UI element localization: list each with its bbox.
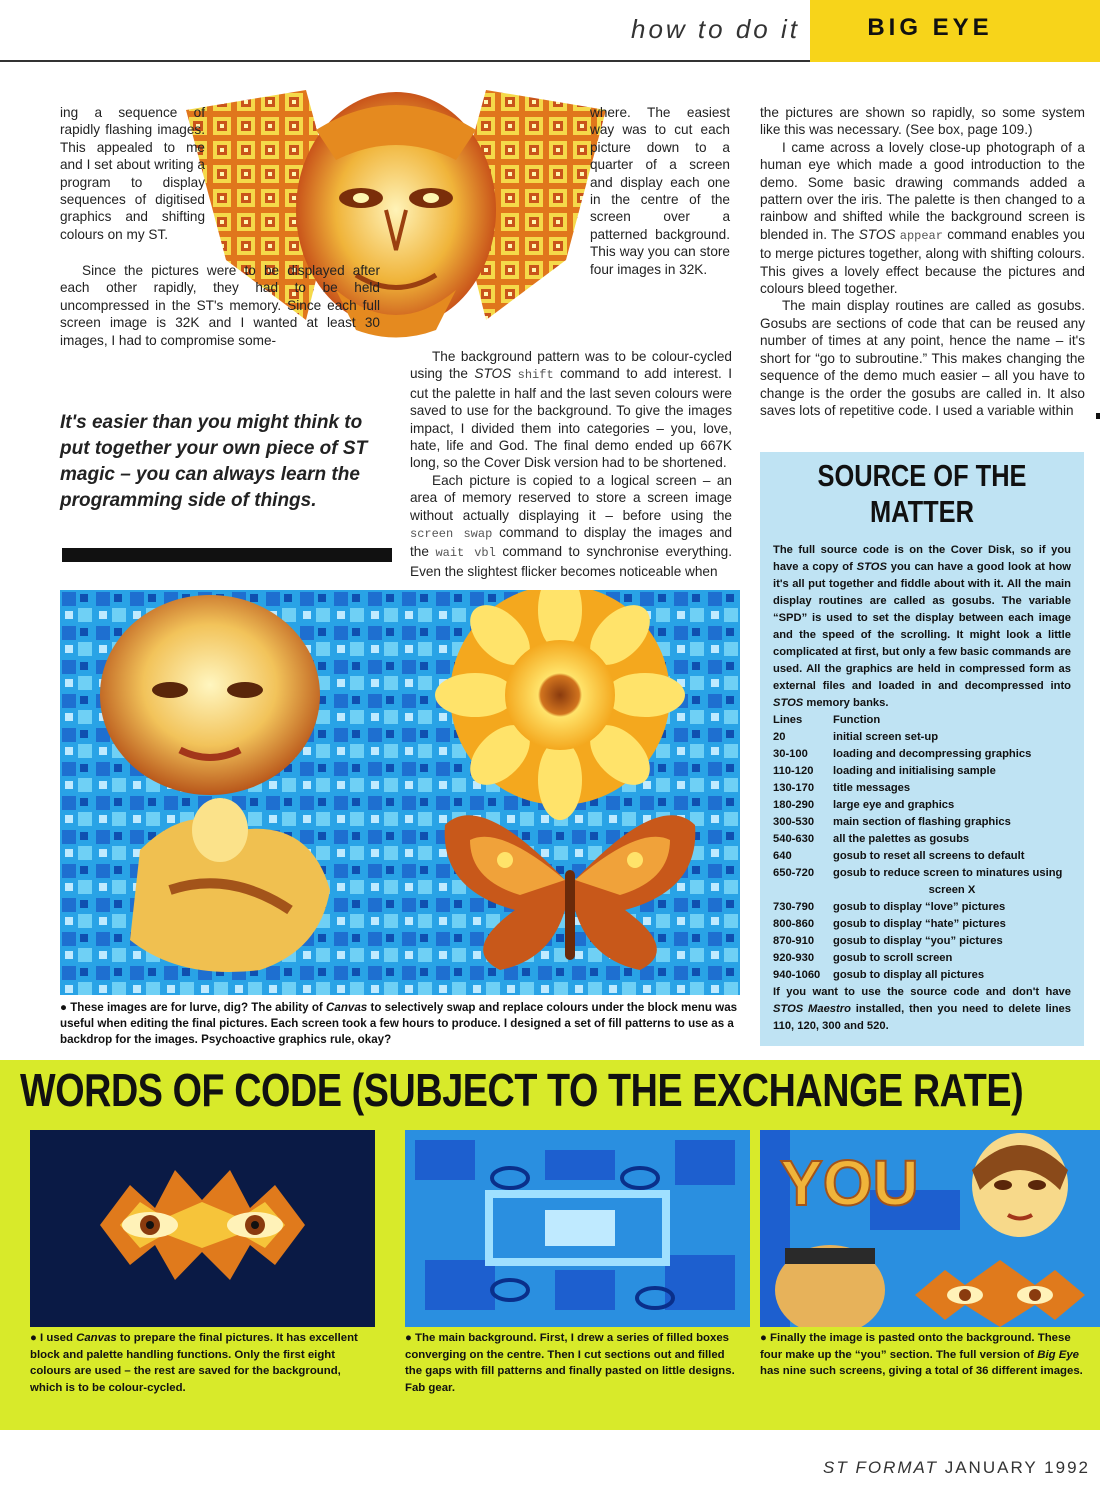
pull-quote: It's easier than you might think to put together your own piece of ST magic – you can always learn the programming side of things. — [60, 412, 368, 511]
source-row-function: loading and decompressing graphics — [833, 748, 1032, 760]
margin-marker — [1096, 413, 1100, 419]
body-column-1-lower — [60, 262, 380, 349]
page-footer: ST FORMAT JANUARY 1992 — [823, 1458, 1090, 1477]
you-section-thumbnail — [760, 1130, 1100, 1327]
source-table — [773, 729, 1071, 984]
col2-para-1: where. The easiest way was to cut each picture down to a quarter of a screen and display each one in the centre of the screen over a patterned background. This way you can store four images in 32K. — [590, 105, 730, 277]
source-box-intro: The full source code is on the Cover Disk, so if you have a copy of STOS you can have a good look at how it's all put together and fiddle about with it. All the main display routines are called as gosubs. The variable “SPD” is used to set the display between each image and the speed of the scrolling. It might look a little complicated at first, but only a few basic commands are used. All the graphics are held in compressed form as external files and loaded in and decompressed into STOS memory banks. — [773, 544, 1072, 709]
source-row-lines: 940-1060 — [773, 969, 821, 981]
source-table-row — [773, 831, 1071, 848]
section-label: how to do it — [631, 14, 800, 44]
col3-para-2: I came across a lovely close-up photograph of a human eye which made a good introduction to the demo. Some basic drawing commands added a pattern over the iris. The palette is then changed to a rainbow and shifted while the background screen is blended in. The STOS appear command enables you to merge pictures together, along with shifting colours. This gives a lovely effect because the pictures and colours bleed together. — [760, 139, 1085, 297]
source-row-function: gosub to display “you” pictures — [833, 935, 1003, 947]
background-thumbnail — [405, 1130, 750, 1327]
source-table-row — [773, 865, 1071, 882]
body-column-2 — [410, 348, 732, 580]
source-box-body — [773, 542, 1071, 1035]
source-table-row — [773, 797, 1071, 814]
source-row-lines: 130-170 — [773, 782, 815, 794]
body-column-2-top — [590, 104, 730, 278]
thumbnail-caption-3: ● Finally the image is pasted onto the background. These four make up the “you” section. The full version of Big Eye has nine such screens, giving a total of 36 different images. — [760, 1332, 1083, 1377]
source-box-outro: If you want to use the source code and don't have STOS Maestro installed, then you need to delete lines 110, 120, 300 and 520. — [773, 986, 1071, 1032]
eyes-thumbnail — [30, 1130, 375, 1327]
source-table-row — [773, 916, 1071, 933]
body-column-3 — [760, 104, 1085, 419]
source-row-lines: 540-630 — [773, 833, 815, 845]
source-row-lines — [773, 882, 833, 899]
source-row-function: gosub to display “hate” pictures — [833, 918, 1006, 930]
source-row-function: gosub to reset all screens to default — [833, 850, 1025, 862]
source-table-row — [773, 814, 1071, 831]
col2-para-3: Each picture is copied to a logical screen – an area of memory reserved to store a screen image without actually displaying it – before using the screen swap command to display the images and the wait vbl command to synchronise everything. Even the slightest flicker becomes noticeable when — [410, 472, 732, 579]
source-row-lines: 800-860 — [773, 918, 815, 930]
thumbnail-caption-2: ● The main background. First, I drew a series of filled boxes converging on the centre. Then I cut sections out and filled the gaps with fill patterns and finally pasted on little designs. Fab gear. — [405, 1332, 735, 1394]
source-box-heading: SOURCE OF THE MATTER — [817, 458, 1027, 529]
source-row-lines: 920-930 — [773, 952, 815, 964]
source-row-lines: 650-720 — [773, 867, 815, 879]
source-row-lines: 870-910 — [773, 935, 815, 947]
source-row-function: initial screen set-up — [833, 731, 939, 743]
source-row-function: screen X — [928, 884, 976, 896]
col1-para-1: ing a sequence of rapidly flashing images. This appealed to me and I set about writing a program to display sequences of digitised graphics and shifting colours on my ST. — [60, 105, 205, 242]
pull-quote-bar — [62, 548, 392, 562]
source-row-function: gosub to scroll screen — [833, 952, 953, 964]
source-table-row — [773, 967, 1071, 984]
source-table-row — [773, 746, 1071, 763]
source-table-row — [773, 950, 1071, 967]
you-graphic-text: YOU — [780, 1147, 919, 1219]
source-row-function: gosub to display all pictures — [833, 969, 985, 981]
article-title: BIG EYE — [867, 14, 993, 41]
body-column-1 — [60, 104, 380, 243]
source-table-row — [773, 933, 1071, 950]
source-table-row — [773, 763, 1071, 780]
source-table-row — [773, 848, 1071, 865]
source-row-lines: 180-290 — [773, 799, 815, 811]
words-of-code-heading: WORDS OF CODE (SUBJECT TO THE EXCHANGE RATE) — [20, 1064, 1024, 1116]
source-row-lines: 730-790 — [773, 901, 815, 913]
source-row-lines: 640 — [773, 850, 792, 862]
col2-para-2: The background pattern was to be colour-cycled using the STOS shift command to add interest. I cut the palette in half and the last seven colours were saved to use for the background. To give the images impact, I divided them into categories – you, love, hate, life and God. The final demo ended up 667K long, so the Cover Disk version had to be shortened. — [410, 349, 732, 471]
col3-para-3: The main display routines are called as gosubs. Gosubs are sections of code that can be reused any number of times at any point, hence the name – it's short for “go to subroutine.” This makes changing the sequence of the demo much easier – all you have to change is the order the gosubs are called in. It also saves lots of repetitive code. I used a variable within — [760, 298, 1085, 418]
source-row-function: loading and initialising sample — [833, 765, 996, 777]
source-table-row — [773, 729, 1071, 746]
source-table-row — [773, 780, 1071, 797]
source-row-function: gosub to display “love” pictures — [833, 901, 1006, 913]
thumbnail-caption-1: ● I used Canvas to prepare the final pictures. It has excellent block and palette handling functions. Only the first eight colours are used – the rest are saved for the background, which is to be colour-cycled. — [30, 1332, 358, 1394]
source-row-function: gosub to reduce screen to minatures using — [833, 867, 1063, 879]
source-table-row — [773, 899, 1071, 916]
source-table-row — [773, 882, 1071, 899]
source-row-lines: 110-120 — [773, 765, 814, 777]
source-row-lines: 300-530 — [773, 816, 815, 828]
source-row-function: all the palettes as gosubs — [833, 833, 970, 845]
header-rule — [0, 60, 810, 62]
source-row-function: large eye and graphics — [833, 799, 955, 811]
source-table-header: Lines Function — [773, 714, 881, 726]
col1-para-2: Since the pictures were to be displayed after each other rapidly, they had to be held uncompressed in the ST's memory. Since each full screen image is 32K and I wanted at least 30 images, I had to compromise some- — [60, 263, 380, 348]
source-row-lines: 20 — [773, 731, 786, 743]
montage-image — [60, 590, 740, 995]
source-row-function: title messages — [833, 782, 911, 794]
source-row-function: main section of flashing graphics — [833, 816, 1011, 828]
col3-para-1: the pictures are shown so rapidly, so some system like this was necessary. (See box, page 109.) — [760, 105, 1085, 138]
source-row-lines: 30-100 — [773, 748, 808, 760]
montage-caption: ● These images are for lurve, dig? The ability of Canvas to selectively swap and replace colours under the block menu was useful when editing the final pictures. Each screen took a few hours to produce. I designed a set of fill patterns to use as a backdrop for the images. Psychoactive graphics rule, okay? — [60, 1001, 738, 1046]
